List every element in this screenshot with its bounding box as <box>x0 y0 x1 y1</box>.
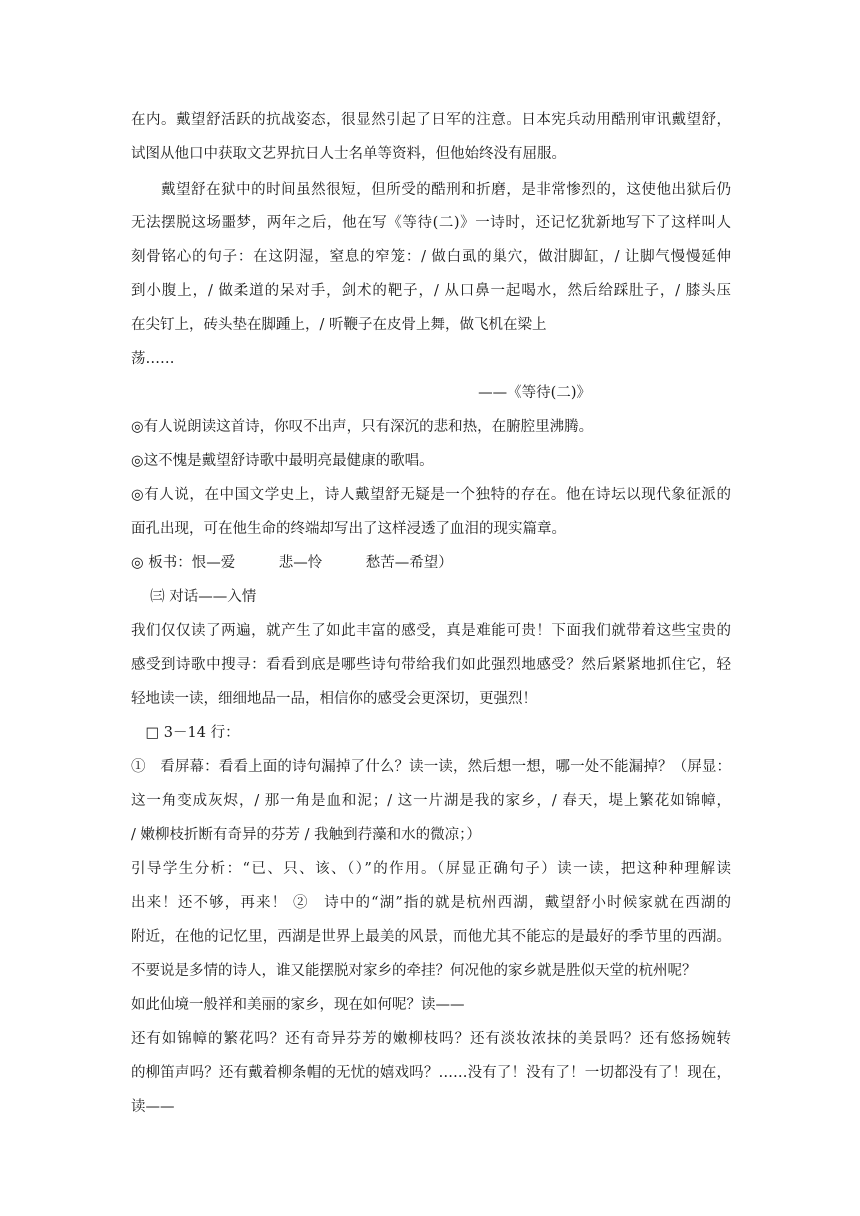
text-line: 轻地读一读，细细地品一品，相信你的感受会更深切，更强烈！ <box>131 691 537 707</box>
text-line: 我们仅仅读了两遍，就产生了如此丰富的感受，真是难能可贵！下面我们就带着这些宝贵的 <box>131 623 731 639</box>
text-line: ① 看屏幕：看看上面的诗句漏掉了什么？读一读，然后想一想，哪一处不能漏掉？（屏显： <box>131 759 731 775</box>
text-line: ◎有人说，在中国文学史上，诗人戴望舒无疑是一个独特的存在。他在诗坛以现代象征派的 <box>131 487 731 503</box>
text-line: ◎这不愧是戴望舒诗歌中最明亮最健康的歌唱。 <box>131 453 434 469</box>
text-line: 戴望舒在狱中的时间虽然很短，但所受的酷刑和折磨，是非常惨烈的，这使他出狱后仍 <box>131 182 731 198</box>
board-notes: ◎ 板书：恨—爱 悲—怜 愁苦—希望） <box>131 555 453 571</box>
text-line: 的柳笛声吗？还有戴着柳条帽的无忧的嬉戏吗？……没有了！没有了！一切都没有了！现在， <box>131 1065 731 1081</box>
text-line: 无法摆脱这场噩梦，两年之后，他在写《等待(二)》一诗时，还记忆犹新地写下了这样叫人 <box>131 215 731 231</box>
text-line: 引导学生分析：“已、只、该、（）”的作用。（屏显正确句子）读一读，把这种种理解读 <box>131 861 731 877</box>
text-line: 出来！还不够，再来！ ② 诗中的“湖”指的就是杭州西湖，戴望舒小时候家就在西湖的 <box>131 895 731 911</box>
text-line: 刻骨铭心的句子：在这阴湿，窒息的窄笼：/ 做白虱的巢穴，做泔脚缸，/ 让脚气慢慢延伸 <box>131 249 731 265</box>
text-line: 到小腹上，/ 做柔道的呆对手，剑术的靶子，/ 从口鼻一起喝水，然后给踩肚子，/ 膝头压 <box>131 283 731 299</box>
text-line: 还有如锦幛的繁花吗？还有奇异芬芳的嫩柳枝吗？还有淡妆浓抹的美景吗？还有悠扬婉转 <box>131 1031 731 1047</box>
text-line: 在内。戴望舒活跃的抗战姿态，很显然引起了日军的注意。日本宪兵动用酷刑审讯戴望舒， <box>131 112 731 128</box>
text-line: 在尖钉上，砖头垫在脚踵上，/ 听鞭子在皮骨上舞，做飞机在梁上 <box>131 317 547 333</box>
text-line: 试图从他口中获取文艺界抗日人士名单等资料，但他始终没有屈服。 <box>131 146 566 162</box>
text-line: 这一角变成灰烬，/ 那一角是血和泥；/ 这一片湖是我的家乡，/ 春天，堤上繁花如锦幛， <box>131 793 731 809</box>
text-line: 荡…… <box>131 351 175 367</box>
section-heading: ㈢ 对话——入情 <box>131 589 257 605</box>
text-line: 读—— <box>131 1099 175 1115</box>
text-line: ◎有人说朗读这首诗，你叹不出声，只有深沉的悲和热，在腑腔里沸腾。 <box>131 419 594 435</box>
text-line: 面孔出现，可在他生命的终端却写出了这样浸透了血泪的现实篇章。 <box>131 521 566 537</box>
text-line: 附近，在他的记忆里，西湖是世界上最美的风景，而他尤其不能忘的是最好的季节里的西湖。 <box>131 929 731 945</box>
text-line: 如此仙境一般祥和美丽的家乡，现在如何呢？读—— <box>131 997 465 1013</box>
text-line: 不要说是多情的诗人，谁又能摆脱对家乡的牵挂？何况他的家乡就是胜似天堂的杭州呢？ <box>131 963 697 979</box>
poem-source: ——《等待(二)》 <box>478 385 591 401</box>
sub-heading: □ 3－14 行： <box>131 725 240 741</box>
text-line: / 嫩柳枝折断有奇异的芬芳 / 我触到荇藻和水的微凉；） <box>131 827 481 843</box>
text-line: 感受到诗歌中搜寻：看看到底是哪些诗句带给我们如此强烈地感受？然后紧紧地抓住它，轻 <box>131 657 731 673</box>
